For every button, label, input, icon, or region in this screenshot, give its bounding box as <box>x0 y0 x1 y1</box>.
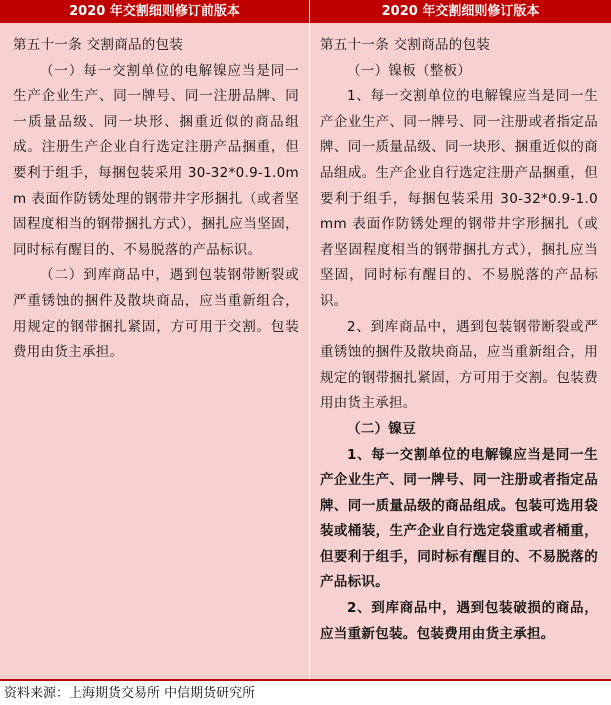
table-header <box>0 0 611 23</box>
right-column-title: 2020 年交割细则修订版本 <box>381 4 540 19</box>
paragraph: 1、每一交割单位的电解镍应当是同一生产企业生产、同一牌号、同一注册或者指定品牌、同一质量品级的商品组成。包装可选用袋装或桶装，生产企业自行选定袋重或者桶重，但要利于组手，同时标有醒目的、不易脱落的产品标识。 <box>320 446 598 591</box>
left-column-title: 2020 年交割细则修订前版本 <box>69 4 240 19</box>
paragraph: （二）到库商品中，遇到包装钢带断裂或严重锈蚀的捆件及散块商品，应当重新组合，用规定的钢带捆扎紧固，方可用于交割。包装费用由货主承担。 <box>13 267 299 361</box>
paragraph: （一）每一交割单位的电解镍应当是同一生产企业生产、同一牌号、同一注册品牌、同一质量品级、同一块形、捆重近似的商品组成。注册生产企业自行选定注册产品捆重，但要利于组手，每捆包装采用 30-32*0.9-1.0mm 表面作防锈处理的钢带井字形捆扎（或者坚固程度相当的钢带捆扎方式），捆扎应当坚固，同时标有醒目的、不易脱落的产品标识。 <box>13 62 299 258</box>
column-divider <box>309 23 310 679</box>
source-note: 资料来源：上海期货交易所 中信期货研究所 <box>4 686 256 701</box>
paragraph: （一）镍板（整板） <box>347 62 472 79</box>
paragraph: （二）镍豆 <box>347 420 416 437</box>
paragraph: 2、到库商品中，遇到包装破损的商品，应当重新包装。包装费用由货主承担。 <box>320 600 598 642</box>
paragraph: 第五十一条 交割商品的包装 <box>320 37 491 53</box>
right-column-body <box>320 33 598 647</box>
paragraph: 2、到库商品中，遇到包装钢带断裂或严重锈蚀的捆件及散块商品，应当重新组合，用规定的钢带捆扎紧固，方可用于交割。包装费用由货主承担。 <box>320 318 598 412</box>
left-column-body <box>13 33 299 366</box>
paragraph: 第五十一条 交割商品的包装 <box>13 37 184 53</box>
paragraph: 1、每一交割单位的电解镍应当是同一生产企业生产、同一牌号、同一注册或者指定品牌、同一质量品级、同一块形、捆重近似的商品组成。生产企业自行选定注册产品捆重，但要利于组手，每捆包装采用 30-32*0.9-1.0mm 表面作防锈处理的钢带井字形捆扎（或者坚固程度相当的钢带捆扎方式），捆扎应当坚固，同时标有醒目的、不易脱落的产品标识。 <box>320 88 598 309</box>
